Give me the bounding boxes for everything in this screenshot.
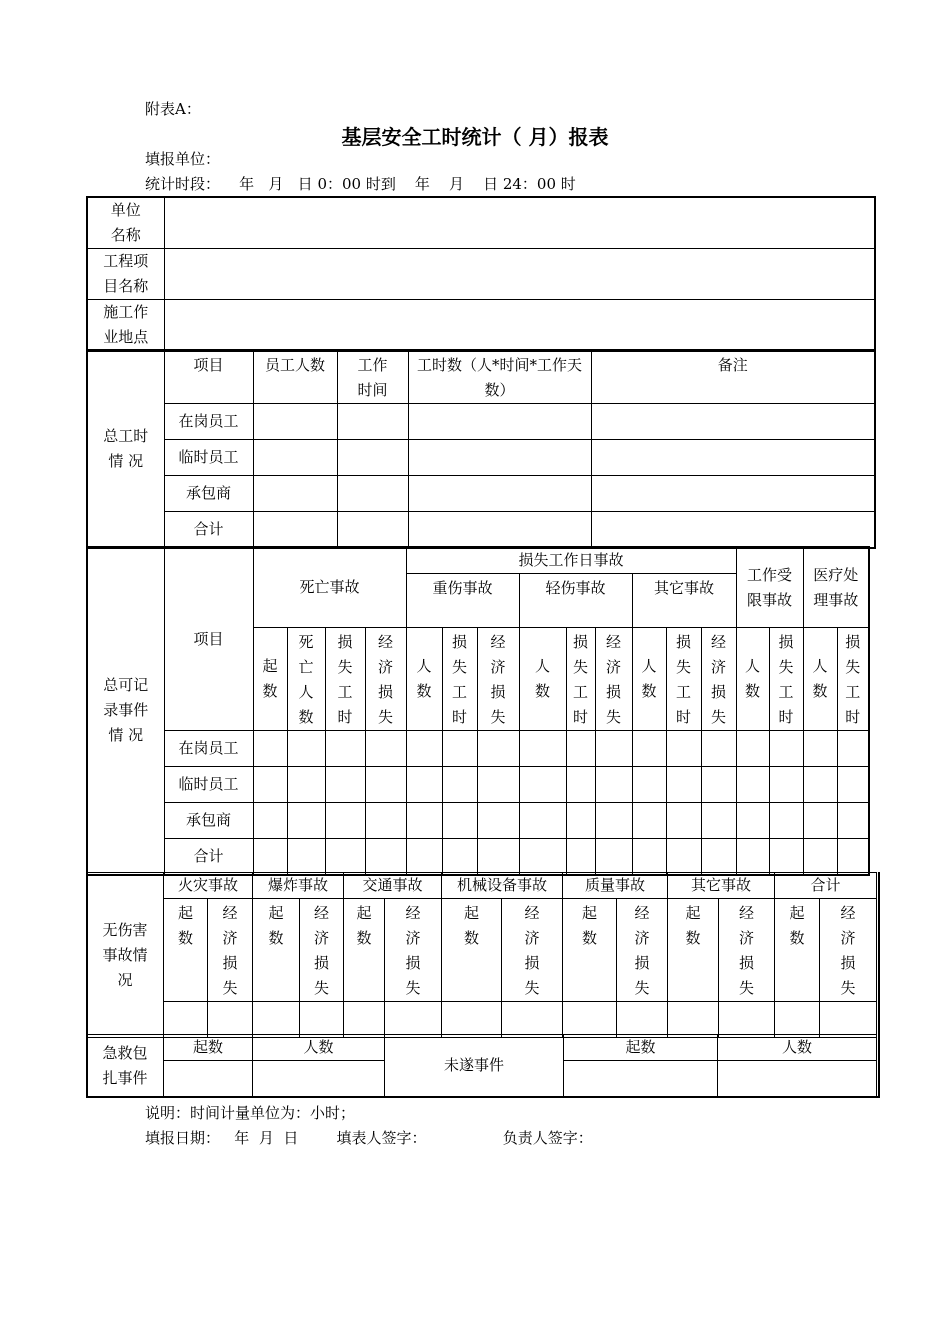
- nm-count-header: 起数: [564, 1035, 718, 1061]
- rec-row-temp-staff: 临时员工: [164, 767, 253, 803]
- cell[interactable]: [595, 839, 632, 875]
- traffic-accident-header: 交通事故: [344, 873, 442, 899]
- sub-people: 人数: [736, 628, 769, 731]
- cell[interactable]: [566, 767, 595, 803]
- cell[interactable]: [701, 839, 736, 875]
- cell[interactable]: [442, 731, 477, 767]
- ni-econ-loss: 经济损失: [617, 899, 668, 1002]
- appendix-label: 附表A：: [145, 100, 201, 118]
- cell[interactable]: [385, 1002, 442, 1038]
- cell[interactable]: [477, 731, 519, 767]
- rec-row-contractor: 承包商: [164, 803, 253, 839]
- cell[interactable]: [595, 767, 632, 803]
- cell[interactable]: [287, 731, 325, 767]
- cell[interactable]: [253, 803, 287, 839]
- quality-accident-header: 质量事故: [563, 873, 668, 899]
- cell[interactable]: [408, 440, 591, 476]
- col-staff-count: 员工人数: [253, 350, 337, 404]
- cell[interactable]: [406, 767, 442, 803]
- sub-lost-time: 损失工时: [837, 628, 869, 731]
- cell[interactable]: [837, 767, 869, 803]
- cell[interactable]: [325, 803, 365, 839]
- cell[interactable]: [300, 1002, 344, 1038]
- unit-name-label: 单位名称: [87, 197, 164, 249]
- cell[interactable]: [563, 1002, 617, 1038]
- cell[interactable]: [442, 1002, 502, 1038]
- row-contractor: 承包商: [164, 476, 253, 512]
- sub-econ-loss: 经济损失: [701, 628, 736, 731]
- fire-accident-header: 火灾事故: [164, 873, 253, 899]
- cell[interactable]: [164, 1002, 208, 1038]
- cell[interactable]: [736, 839, 769, 875]
- ni-count: 起数: [442, 899, 502, 1002]
- cell[interactable]: [406, 731, 442, 767]
- cell[interactable]: [666, 767, 701, 803]
- fa-people-header: 人数: [253, 1035, 385, 1061]
- lost-day-header: 损失工作日事故: [406, 547, 736, 574]
- sub-people: 人数: [803, 628, 837, 731]
- firstaid-table: [86, 1034, 877, 1097]
- cell[interactable]: [632, 839, 666, 875]
- serious-header: 重伤事故: [406, 574, 519, 628]
- rec-col-item: 项目: [164, 547, 253, 731]
- ni-count: 起数: [775, 899, 820, 1002]
- cell[interactable]: [820, 1002, 877, 1038]
- cell[interactable]: [519, 803, 566, 839]
- cell[interactable]: [406, 803, 442, 839]
- sub-lost-time: 损失工时: [442, 628, 477, 731]
- noinjury-section-label: 无伤害事故情况: [87, 873, 164, 1038]
- row-temp-staff: 临时员工: [164, 440, 253, 476]
- sub-lost-time: 损失工时: [769, 628, 803, 731]
- cell[interactable]: [365, 731, 406, 767]
- cell[interactable]: [253, 731, 287, 767]
- cell[interactable]: [477, 803, 519, 839]
- fa-count-field[interactable]: [164, 1061, 253, 1097]
- cell[interactable]: [769, 767, 803, 803]
- ni-count: 起数: [668, 899, 719, 1002]
- cell[interactable]: [719, 1002, 775, 1038]
- cell[interactable]: [253, 1002, 300, 1038]
- cell[interactable]: [591, 476, 875, 512]
- near-miss-label: 未遂事件: [385, 1035, 564, 1097]
- cell[interactable]: [208, 1002, 253, 1038]
- cell[interactable]: [325, 839, 365, 875]
- cell[interactable]: [325, 767, 365, 803]
- sub-deaths: 死亡人数: [287, 628, 325, 731]
- ni-econ-loss: 经济损失: [502, 899, 563, 1002]
- cell[interactable]: [408, 512, 591, 548]
- cell[interactable]: [408, 476, 591, 512]
- cell[interactable]: [837, 803, 869, 839]
- cell[interactable]: [668, 1002, 719, 1038]
- ni-econ-loss: 经济损失: [385, 899, 442, 1002]
- footer-note: 说明：时间计量单位为：小时；: [145, 1104, 356, 1122]
- cell[interactable]: [365, 767, 406, 803]
- nm-count-field[interactable]: [564, 1061, 718, 1097]
- cell[interactable]: [666, 839, 701, 875]
- cell[interactable]: [344, 1002, 385, 1038]
- cell[interactable]: [803, 767, 837, 803]
- cell[interactable]: [591, 404, 875, 440]
- cell[interactable]: [803, 803, 837, 839]
- sub-people: 人数: [406, 628, 442, 731]
- cell[interactable]: [837, 731, 869, 767]
- cell[interactable]: [803, 839, 837, 875]
- cell[interactable]: [287, 839, 325, 875]
- cell[interactable]: [837, 839, 869, 875]
- row-total: 合计: [164, 512, 253, 548]
- footer-sign-line: 填报日期： 年 月 日 填表人签字： 负责人签字：: [145, 1129, 593, 1147]
- cell[interactable]: [566, 803, 595, 839]
- sub-econ-loss: 经济损失: [477, 628, 519, 731]
- row-onsite-staff: 在岗员工: [164, 404, 253, 440]
- sub-lost-time: 损失工时: [666, 628, 701, 731]
- sub-count: 起数: [253, 628, 287, 731]
- cell[interactable]: [519, 767, 566, 803]
- ni-count: 起数: [164, 899, 208, 1002]
- site-field[interactable]: [164, 300, 875, 352]
- col-item: 项目: [164, 350, 253, 404]
- project-name-field[interactable]: [164, 249, 875, 300]
- ni-count: 起数: [563, 899, 617, 1002]
- rec-row-total: 合计: [164, 839, 253, 875]
- minor-header: 轻伤事故: [519, 574, 632, 628]
- recordable-section-label: 总可记录事件情 况: [87, 547, 164, 875]
- cell[interactable]: [253, 767, 287, 803]
- cell[interactable]: [617, 1002, 668, 1038]
- nm-people-field[interactable]: [718, 1061, 877, 1097]
- fa-people-field[interactable]: [253, 1061, 385, 1097]
- cell[interactable]: [519, 731, 566, 767]
- other-header: 其它事故: [632, 574, 736, 628]
- info-table: [86, 196, 876, 352]
- cell[interactable]: [477, 839, 519, 875]
- cell[interactable]: [442, 803, 477, 839]
- cell[interactable]: [701, 731, 736, 767]
- cell[interactable]: [442, 839, 477, 875]
- col-note: 备注: [591, 350, 875, 404]
- cell[interactable]: [253, 839, 287, 875]
- explosion-accident-header: 爆炸事故: [253, 873, 344, 899]
- sub-people: 人数: [632, 628, 666, 731]
- cell[interactable]: [736, 803, 769, 839]
- cell[interactable]: [253, 476, 337, 512]
- cell[interactable]: [287, 803, 325, 839]
- cell[interactable]: [442, 767, 477, 803]
- ni-econ-loss: 经济损失: [208, 899, 253, 1002]
- cell[interactable]: [253, 404, 337, 440]
- recordable-table: [86, 546, 870, 876]
- col-work-time: 工作时间: [337, 350, 408, 404]
- cell[interactable]: [325, 731, 365, 767]
- cell[interactable]: [803, 731, 837, 767]
- cell[interactable]: [736, 767, 769, 803]
- cell[interactable]: [632, 803, 666, 839]
- sub-econ-loss: 经济损失: [365, 628, 406, 731]
- unit-name-field[interactable]: [164, 197, 875, 249]
- medical-header: 医疗处理事故: [803, 547, 869, 628]
- cell[interactable]: [337, 440, 408, 476]
- fa-count-header: 起数: [164, 1035, 253, 1061]
- cell[interactable]: [337, 512, 408, 548]
- ni-count: 起数: [344, 899, 385, 1002]
- site-label: 施工作业地点: [87, 300, 164, 352]
- cell[interactable]: [666, 731, 701, 767]
- other-accident-header: 其它事故: [668, 873, 775, 899]
- sub-lost-time: 损失工时: [566, 628, 595, 731]
- hours-table: [86, 349, 876, 549]
- cell[interactable]: [666, 803, 701, 839]
- cell[interactable]: [701, 803, 736, 839]
- sub-people: 人数: [519, 628, 566, 731]
- cell[interactable]: [591, 512, 875, 548]
- death-accident-header: 死亡事故: [253, 547, 406, 628]
- total-header: 合计: [775, 873, 877, 899]
- page-title: 基层安全工时统计（ 月）报表: [341, 125, 609, 149]
- cell[interactable]: [566, 731, 595, 767]
- machinery-accident-header: 机械设备事故: [442, 873, 563, 899]
- cell[interactable]: [736, 731, 769, 767]
- sub-lost-time: 损失工时: [325, 628, 365, 731]
- rec-row-onsite-staff: 在岗员工: [164, 731, 253, 767]
- cell[interactable]: [591, 440, 875, 476]
- sub-econ-loss: 经济损失: [595, 628, 632, 731]
- cell[interactable]: [502, 1002, 563, 1038]
- cell[interactable]: [337, 404, 408, 440]
- restricted-header: 工作受限事故: [736, 547, 803, 628]
- col-man-hours: 工时数（人*时间*工作天数）: [408, 350, 591, 404]
- cell[interactable]: [253, 512, 337, 548]
- fill-unit-label: 填报单位：: [145, 150, 221, 168]
- cell[interactable]: [365, 803, 406, 839]
- cell[interactable]: [406, 839, 442, 875]
- cell[interactable]: [769, 803, 803, 839]
- cell[interactable]: [632, 731, 666, 767]
- ni-econ-loss: 经济损失: [300, 899, 344, 1002]
- noinjury-table: [86, 872, 877, 1038]
- nm-people-header: 人数: [718, 1035, 877, 1061]
- ni-count: 起数: [253, 899, 300, 1002]
- cell[interactable]: [769, 839, 803, 875]
- cell[interactable]: [595, 731, 632, 767]
- cell[interactable]: [769, 731, 803, 767]
- project-name-label: 工程项目名称: [87, 249, 164, 300]
- cell[interactable]: [775, 1002, 820, 1038]
- cell[interactable]: [365, 839, 406, 875]
- ni-econ-loss: 经济损失: [820, 899, 877, 1002]
- cell[interactable]: [632, 767, 666, 803]
- period-label: 统计时段： 年 月 日 0：00 时到 年 月 日 24：00 时: [145, 175, 576, 193]
- firstaid-section-label: 急救包扎事件: [87, 1035, 164, 1097]
- cell[interactable]: [337, 476, 408, 512]
- ni-econ-loss: 经济损失: [719, 899, 775, 1002]
- cell[interactable]: [566, 839, 595, 875]
- cell[interactable]: [519, 839, 566, 875]
- cell[interactable]: [701, 767, 736, 803]
- cell[interactable]: [595, 803, 632, 839]
- cell[interactable]: [287, 767, 325, 803]
- cell[interactable]: [477, 767, 519, 803]
- cell[interactable]: [253, 440, 337, 476]
- cell[interactable]: [408, 404, 591, 440]
- hours-section-label: 总工时情 况: [87, 350, 164, 548]
